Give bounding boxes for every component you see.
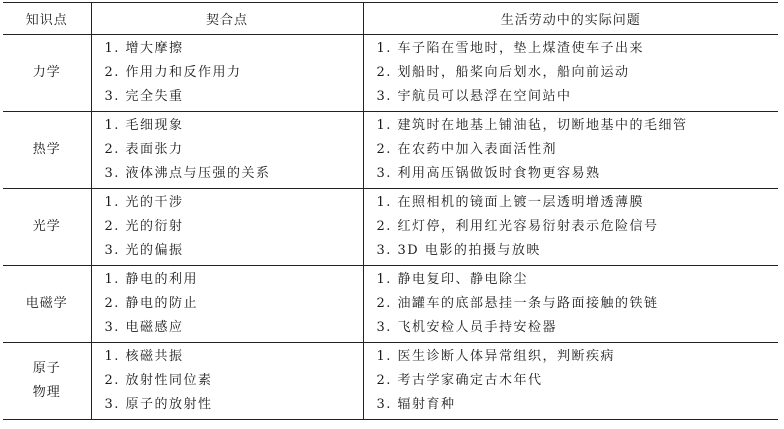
list-item: 3. 3D 电影的拍摄与放映 <box>376 243 541 258</box>
list-item: 3. 飞机安检人员手持安检器 <box>376 320 558 335</box>
points-cell <box>91 112 363 189</box>
points-list <box>92 37 363 109</box>
header-topic: 知识点 <box>3 3 91 35</box>
header-points: 契合点 <box>91 3 363 35</box>
problems-list <box>364 37 779 109</box>
list-item: 2. 考古学家确定古木年代 <box>376 373 543 388</box>
list-item: 3. 完全失重 <box>104 89 184 104</box>
list-item: 2. 划船时，船桨向后划水，船向前运动 <box>376 65 630 80</box>
list-item: 3. 光的偏振 <box>104 243 184 258</box>
points-list <box>92 191 363 263</box>
topic-cell: 热学 <box>3 112 91 189</box>
topic-cell: 力学 <box>3 35 91 112</box>
list-item: 1. 静电复印、静电除尘 <box>376 272 529 287</box>
list-item: 2. 油罐车的底部悬挂一条与路面接触的铁链 <box>376 296 659 311</box>
topic-cell: 电磁学 <box>3 266 91 343</box>
problems-cell <box>363 266 778 343</box>
list-item: 1. 建筑时在地基上铺油毡，切断地基中的毛细管 <box>376 118 688 133</box>
list-item: 3. 液体沸点与压强的关系 <box>104 166 271 181</box>
points-cell <box>91 35 363 112</box>
list-item: 2. 光的衍射 <box>104 219 184 234</box>
topic-cell: 光学 <box>3 189 91 266</box>
list-item: 1. 核磁共振 <box>104 349 184 364</box>
points-list <box>92 268 363 340</box>
list-item: 1. 医生诊断人体异常组织，判断疾病 <box>376 349 616 364</box>
problems-list <box>364 191 779 263</box>
header-row <box>3 3 778 35</box>
problems-list <box>364 268 779 340</box>
table-row <box>3 189 778 266</box>
list-item: 1. 静电的利用 <box>104 272 199 287</box>
problems-list <box>364 114 779 186</box>
topic-cell <box>3 343 91 420</box>
list-item: 2. 放射性同位素 <box>104 373 213 388</box>
topic-line: 物理 <box>32 385 61 400</box>
list-item: 1. 车子陷在雪地时，垫上煤渣使车子出来 <box>376 41 645 56</box>
list-item: 2. 表面张力 <box>104 142 184 157</box>
problems-list <box>364 345 779 417</box>
problems-cell <box>363 35 778 112</box>
list-item: 3. 原子的放射性 <box>104 397 213 412</box>
list-item: 2. 在农药中加入表面活性剂 <box>376 142 558 157</box>
points-cell <box>91 189 363 266</box>
table-row <box>3 266 778 343</box>
list-item: 1. 光的干涉 <box>104 195 184 210</box>
list-item: 2. 作用力和反作用力 <box>104 65 242 80</box>
list-item: 3. 电磁感应 <box>104 320 184 335</box>
points-cell <box>91 343 363 420</box>
problems-cell <box>363 343 778 420</box>
table-row <box>3 35 778 112</box>
list-item: 2. 红灯停，利用红光容易衍射表示危险信号 <box>376 219 659 234</box>
table-row <box>3 343 778 420</box>
topic-line: 原子 <box>32 361 61 376</box>
header-problems: 生活劳动中的实际问题 <box>363 3 778 35</box>
list-item: 1. 增大摩擦 <box>104 41 184 56</box>
list-item: 3. 辐射育种 <box>376 397 456 412</box>
list-item: 1. 毛细现象 <box>104 118 184 133</box>
table-row <box>3 112 778 189</box>
list-item: 3. 宇航员可以悬浮在空间站中 <box>376 89 572 104</box>
knowledge-table <box>3 2 778 420</box>
problems-cell <box>363 189 778 266</box>
points-list <box>92 114 363 186</box>
list-item: 1. 在照相机的镜面上镀一层透明增透薄膜 <box>376 195 645 210</box>
list-item: 2. 静电的防止 <box>104 296 199 311</box>
points-list <box>92 345 363 417</box>
points-cell <box>91 266 363 343</box>
problems-cell <box>363 112 778 189</box>
list-item: 3. 利用高压锅做饭时食物更容易熟 <box>376 166 601 181</box>
